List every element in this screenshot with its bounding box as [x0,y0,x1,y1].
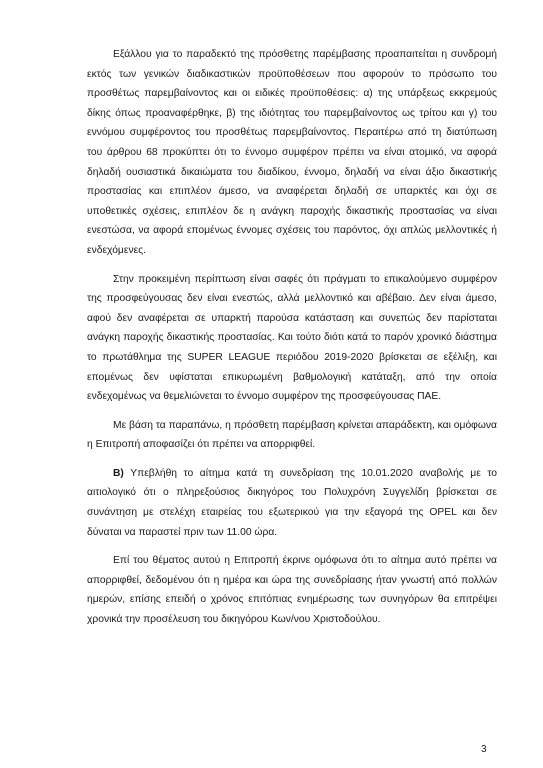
paragraph-text: Με βάση τα παραπάνω, η πρόσθετη παρέμβαση κρίνεται απαράδεκτη, και ομόφωνα η Επιτροπή αποφασίζει ότι πρέπει να απορριφθεί. [87,419,497,451]
page-number: 3 [481,744,487,755]
paragraph-lead-label: Β) [113,467,124,479]
document-body [87,45,497,639]
paragraph-case-assessment [87,270,497,407]
paragraph-postponement-request [87,464,497,542]
paragraph-conclusion [87,416,497,455]
paragraph-text: Επί του θέματος αυτού η Επιτροπή έκρινε ομόφωνα ότι το αίτημα αυτό πρέπει να απορριφθεί, δεδομένου ότι η ημέρα και ώρα της συνεδρίασης ήταν γνωστή από πολλών ημερών, επίσης επειδή ο χρόνος επιτόπιας ενημέρωσης των συνηγόρων θα επιτρέψει χρονικά την προσέλευση του δικηγόρου Κων/νου Χριστοδούλου. [87,555,497,626]
paragraph-admissibility-requirements [87,45,497,261]
paragraph-text: Υπεβλήθη το αίτημα κατά τη συνεδρίαση της 10.01.2020 αναβολής με το αιτιολογικό ότι ο πληρεξούσιος δικηγόρος του Πολυχρόνη Συγγελίδη βρίσκεται σε συνάντηση με στελέχη εταιρείας του εξωτερικού για την εξαγορά της OPEL και δεν δύναται να παραστεί πριν των 11.00 ώρα. [87,467,497,538]
paragraph-text: Στην προκειμένη περίπτωση είναι σαφές ότι πράγματι το επικαλούμενο συμφέρον της προσφεύγουσας δεν είναι ενεστώς, αλλά μελλοντικό και αβέβαιο. Δεν είναι άμεσο, αφού δεν αναφέρεται σε υπαρκτή παρούσα κατάσταση και συνεπώς δεν παρίσταται ανάγκη παροχής δικαστικής προστασίας. Και τούτο διότι κατά το παρόν χρονικό διάστημα το πρωτάθλημα της SUPER LEAGUE περιόδου 2019-2020 βρίσκεται σε εξέλιξη, και επομένως δεν υφίσταται επικυρωμένη βαθμολογική κατάταξη, από την οποία ενδεχομένως να θεμελιώνεται το έννομο συμφέρον της προσφεύγουσας ΠΑΕ. [87,273,497,403]
paragraph-committee-decision [87,551,497,629]
paragraph-text: Εξάλλου για το παραδεκτό της πρόσθετης παρέμβασης προαπαιτείται η συνδρομή εκτός των γενικών διαδικαστικών προϋποθέσεων που αφορούν το πρόσωπο του προσθέτως παρεμβαίνοντος και οι ειδικές προϋποθέσεις: α) της υπάρξεως εκκρεμούς δίκης όπως προαναφέρθηκε, β) της ιδιότητας του παρεμβαίνοντος ως τρίτου και γ) του εννόμου συμφέροντος του προσθέτως παρεμβαίνοντος. Περαιτέρω από τη διατύπωση του άρθρου 68 προκύπτει ότι το έννομο συμφέρον πρέπει να είναι ατομικό, να αφορά δηλαδή ουσιαστικά δικαιώματα του διαδίκου, έννομο, δηλαδή να είναι άξιο δικαστικής προστασίας και επιπλέον άμεσο, να αναφέρεται δηλαδή σε υπαρκτές και όχι σε υποθετικές σχέσεις, επιπλέον δε η ανάγκη παροχής δικαστικής προστασίας να είναι ενεστώσα, να αφορά επομένως έννομες σχέσεις του παρόντος, όχι απλώς μελλοντικές ή ενδεχόμενες. [87,49,497,256]
